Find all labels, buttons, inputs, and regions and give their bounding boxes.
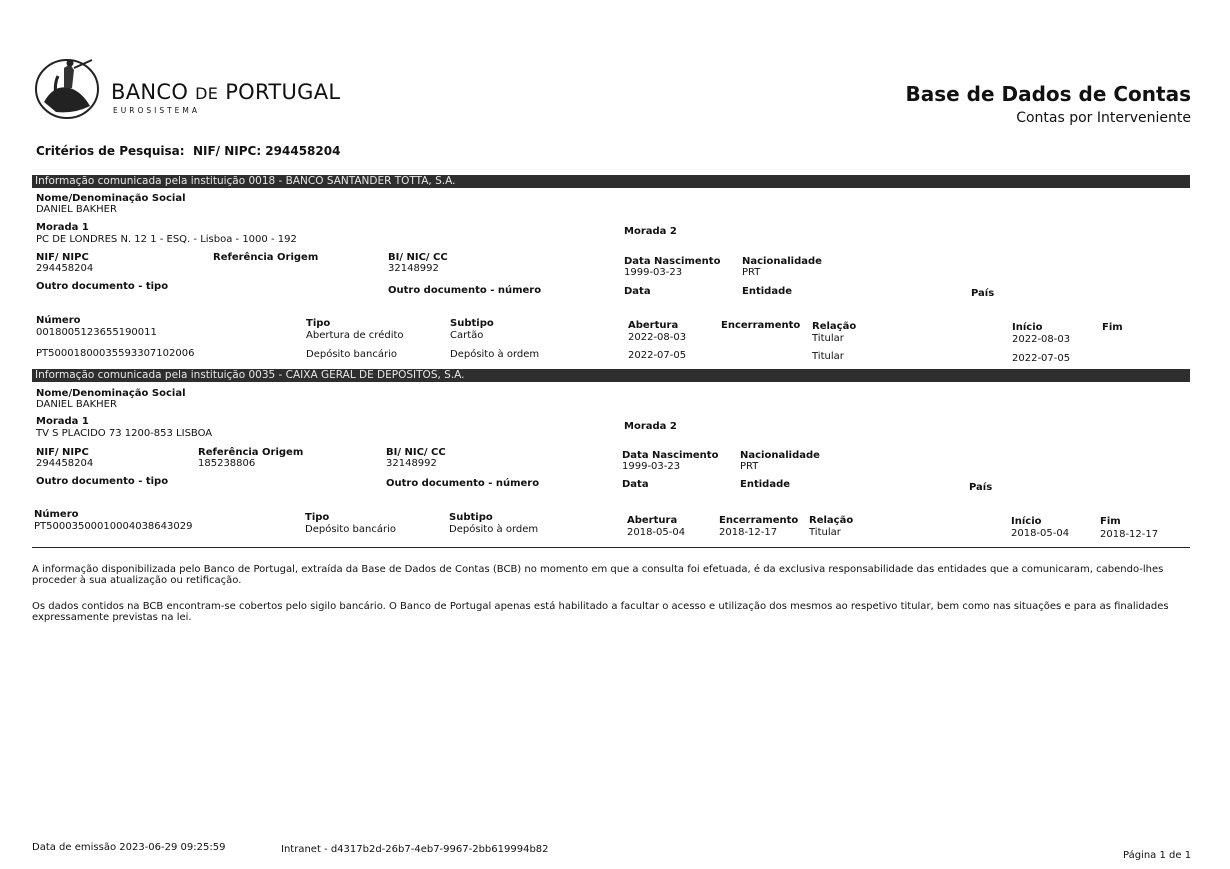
account-type: Abertura de crédito <box>306 330 404 341</box>
nationality-label: Nacionalidade <box>742 256 822 267</box>
bi-label: BI/ NIC/ CC <box>386 447 446 458</box>
other-doc-num-label: Outro documento - número <box>386 478 540 489</box>
logo-subtitle: EUROSISTEMA <box>113 106 200 115</box>
name-label: Nome/Denominação Social <box>36 388 186 399</box>
morada1-value: PC DE LONDRES N. 12 1 - ESQ. - Lisboa - 1000 - 192 <box>36 234 297 245</box>
account-opening: 2018-05-04 <box>627 527 686 538</box>
account-type: Depósito bancário <box>305 524 396 535</box>
search-value: NIF/ NIPC: 294458204 <box>192 144 341 158</box>
date-label: Data <box>624 286 651 297</box>
country-label: País <box>969 482 993 493</box>
birth-label: Data Nascimento <box>624 256 721 267</box>
account-subtype: Depósito à ordem <box>449 524 539 535</box>
other-doc-num-label: Outro documento - número <box>388 285 542 296</box>
date-label: Data <box>622 479 649 490</box>
morada1-label: Morada 1 <box>36 222 89 233</box>
morada2-label: Morada 2 <box>624 226 677 237</box>
birth-label: Data Nascimento <box>622 450 719 461</box>
account-closing: 2018-12-17 <box>719 527 778 538</box>
other-doc-type-label: Outro documento - tipo <box>36 281 169 292</box>
name-value: DANIEL BAKHER <box>36 399 117 410</box>
account-type: Depósito bancário <box>306 349 397 360</box>
account-number: PT50003500010004038643029 <box>34 521 193 532</box>
account-subtype: Cartão <box>450 330 484 341</box>
section-bar-0018: Informação comunicada pela instituição 0018 - BANCO SANTANDER TOTTA, S.A. <box>32 175 1190 188</box>
birth-value: 1999-03-23 <box>624 267 683 278</box>
issue-date: Data de emissão 2023-06-29 09:25:59 <box>32 842 226 853</box>
logo-title: BANCO DE PORTUGAL <box>111 80 341 104</box>
country-label: País <box>971 288 995 299</box>
entity-label: Entidade <box>740 479 791 490</box>
nationality-value: PRT <box>742 267 761 278</box>
entity-label: Entidade <box>742 286 793 297</box>
divider <box>32 547 1190 548</box>
account-relation: Titular <box>809 527 841 538</box>
end-label: Fim <box>1102 322 1123 333</box>
bi-label: BI/ NIC/ CC <box>388 252 448 263</box>
subtype-label: Subtipo <box>450 318 494 329</box>
relation-label: Relação <box>812 321 857 332</box>
birth-value: 1999-03-23 <box>622 461 681 472</box>
account-opening: 2022-07-05 <box>628 350 687 361</box>
account-relation: Titular <box>812 333 844 344</box>
intranet-id: Intranet - d4317b2d-26b7-4eb7-9967-2bb619994b82 <box>281 844 549 855</box>
account-opening: 2022-08-03 <box>628 332 687 343</box>
account-relation: Titular <box>812 351 844 362</box>
account-end: 2018-12-17 <box>1100 529 1159 540</box>
type-label: Tipo <box>306 318 331 329</box>
morada2-label: Morada 2 <box>624 421 677 432</box>
name-label: Nome/Denominação Social <box>36 193 186 204</box>
nif-value: 294458204 <box>36 458 94 469</box>
account-start: 2018-05-04 <box>1011 528 1070 539</box>
opening-label: Abertura <box>627 515 678 526</box>
closing-label: Encerramento <box>721 320 801 331</box>
other-doc-type-label: Outro documento - tipo <box>36 476 169 487</box>
account-start: 2022-08-03 <box>1012 334 1071 345</box>
bi-value: 32148992 <box>388 263 439 274</box>
relation-label: Relação <box>809 515 854 526</box>
note-2: Os dados contidos na BCB encontram-se cobertos pelo sigilo bancário. O Banco de Portugal apenas está habilitado a facultar o acesso e utilização dos mesmos ao respetivo titular, bem como nas situações e para as finalidades expressamente previstas na lei. <box>32 601 1169 623</box>
number-label: Número <box>36 315 81 326</box>
ref-value: 185238806 <box>198 458 256 469</box>
number-label: Número <box>34 509 79 520</box>
nif-label: NIF/ NIPC <box>36 447 89 458</box>
nationality-label: Nacionalidade <box>740 450 820 461</box>
section-bar-0035: Informação comunicada pela instituição 0035 - CAIXA GERAL DE DEPÓSITOS, S.A. <box>32 369 1190 382</box>
start-label: Início <box>1011 516 1042 527</box>
doc-title: Base de Dados de Contas <box>905 82 1191 106</box>
ref-label: Referência Origem <box>198 447 304 458</box>
morada1-value: TV S PLACIDO 73 1200-853 LISBOA <box>36 428 213 439</box>
type-label: Tipo <box>305 512 330 523</box>
name-value: DANIEL BAKHER <box>36 204 117 215</box>
page-number: Página 1 de 1 <box>1123 850 1192 861</box>
doc-subtitle: Contas por Interveniente <box>1016 110 1191 126</box>
account-subtype: Depósito à ordem <box>450 349 540 360</box>
subtype-label: Subtipo <box>449 512 493 523</box>
nif-label: NIF/ NIPC <box>36 252 89 263</box>
search-criteria <box>36 144 340 158</box>
search-label: Critérios de Pesquisa: <box>36 144 185 158</box>
note-1: A informação disponibilizada pelo Banco de Portugal, extraída da Base de Dados de Contas (BCB) no momento em que a consulta foi efetuada, é da exclusiva responsabilidade das entidades que a comunicaram, cabendo-lhes proceder à sua atualização ou retificação. <box>32 564 1164 586</box>
morada1-label: Morada 1 <box>36 416 89 427</box>
nationality-value: PRT <box>740 461 759 472</box>
nif-value: 294458204 <box>36 263 94 274</box>
account-start: 2022-07-05 <box>1012 353 1071 364</box>
opening-label: Abertura <box>628 320 679 331</box>
logo-emblem <box>34 54 104 120</box>
account-number: 0018005123655190011 <box>36 327 157 338</box>
start-label: Início <box>1012 322 1043 333</box>
bi-value: 32148992 <box>386 458 437 469</box>
closing-label: Encerramento <box>719 515 799 526</box>
ref-label: Referência Origem <box>213 252 319 263</box>
end-label: Fim <box>1100 516 1121 527</box>
account-number: PT50001800035593307102006 <box>36 348 195 359</box>
